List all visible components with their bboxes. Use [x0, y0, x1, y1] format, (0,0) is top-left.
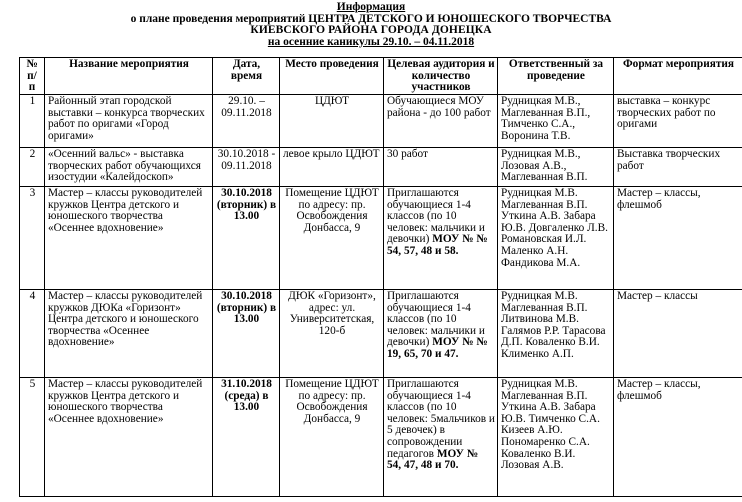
row-format: Мастер – классы, флешмоб: [614, 187, 742, 290]
table-row: [20, 187, 742, 290]
row-format: Выставка творческих работ: [614, 148, 742, 187]
row-num: 3: [20, 187, 45, 290]
row-date: 29.10. – 09.11.2018: [213, 95, 280, 148]
row-audience: 30 работ: [384, 148, 498, 187]
document-district: КИЕВСКОГО РАЙОНА ГОРОДА ДОНЕЦКА: [250, 24, 492, 36]
row-format: Мастер – классы, флешмоб: [614, 378, 742, 497]
row-name: Мастер – классы руководителей кружков ДЮКа «Горизонт» Центра детского и юношеского творчества «Осеннее вдохновение»: [45, 290, 213, 378]
header-num: № п/п: [20, 58, 45, 95]
events-table: [19, 57, 742, 497]
row-date: 30.10.2018 - 09.11.2018: [213, 148, 280, 187]
row-format: выставка – конкурс творческих работ по оригами: [614, 95, 742, 148]
row-audience: Обучающиеся МОУ района - до 100 работ: [384, 95, 498, 148]
row-place: ЦДЮТ: [280, 95, 384, 148]
row-format: Мастер – классы: [614, 290, 742, 378]
document-period: на осенние каникулы 29.10. – 04.11.2018: [267, 35, 475, 48]
row-responsible: Рудницкая М.В. Маглеванная В.П. Уткина А.В. Забара Ю.В. Довгаленко Л.В. Романовская И.Л. Маленко А.Н. Фандикова М.А.: [498, 187, 614, 290]
table-row: [20, 378, 742, 497]
row-date: 31.10.2018 (среда) в 13.00: [213, 378, 280, 497]
row-audience: [384, 187, 498, 290]
row-responsible: Рудницкая М.В., Лозовая А.В., Маглеванная В.П.: [498, 148, 614, 187]
row-responsible: Рудницкая М.В. Маглеванная В.П. Литвинова М.В. Галямов Р.Р. Тарасова Д.П. Коваленко В.И. Клименко А.П.: [498, 290, 614, 378]
row-date: 30.10.2018 (вторник) в 13.00: [213, 290, 280, 378]
row-audience: [384, 290, 498, 378]
header-audience: Целевая аудитория и количество участников: [384, 58, 498, 95]
table-header-row: [20, 58, 742, 95]
audience-text: Приглашаются обучающиеся 1-4 классов (по 10 человек: мальчики и девочки): [387, 187, 485, 246]
row-place: ДЮК «Горизонт», адрес: ул. Университетская, 120-б: [280, 290, 384, 378]
row-place: Помещение ЦДЮТ по адресу: пр. Освобождения Донбасса, 9: [280, 378, 384, 497]
row-num: 2: [20, 148, 45, 187]
table-row: [20, 148, 742, 187]
header-place: Место проведения: [280, 58, 384, 95]
row-name: Районный этап городской выставки – конкурса творческих работ по оригами «Город оригами»: [45, 95, 213, 148]
header-name: Название мероприятия: [45, 58, 213, 95]
document-header: [0, 2, 742, 48]
header-format: Формат мероприятия: [614, 58, 742, 95]
table-row: [20, 95, 742, 148]
audience-schools: МОУ № № 19, 65, 70 и 47.: [387, 336, 488, 360]
header-date: Дата, время: [213, 58, 280, 95]
table-row: [20, 290, 742, 378]
row-audience: [384, 378, 498, 497]
row-num: 1: [20, 95, 45, 148]
header-responsible: Ответственный за проведение: [498, 58, 614, 95]
row-name: Мастер – классы руководителей кружков Центра детского и юношеского творчества «Осеннее вдохновение»: [45, 187, 213, 290]
row-place: левое крыло ЦДЮТ: [280, 148, 384, 187]
audience-schools: МОУ № № 54, 57, 48 и 58.: [387, 233, 488, 257]
document-title: Информация: [336, 1, 406, 13]
row-num: 4: [20, 290, 45, 378]
audience-text: Приглашаются обучающиеся 1-4 классов (по 10 человек: мальчики и девочки): [387, 290, 485, 349]
row-place: Помещение ЦДЮТ по адресу: пр. Освобождения Донбасса, 9: [280, 187, 384, 290]
audience-text: Приглашаются обучающиеся 1-4 классов (по 10 человек: 5мальчиков и 5 девочек) в сопровождении педагогов: [387, 378, 495, 460]
row-responsible: Рудницкая М.В. Маглеванная В.П. Уткина А.В. Забара Ю.В. Тимченко С.А. Кизеев А.Ю. Пономаренко С.А. Коваленко В.И. Лозовая А.В.: [498, 378, 614, 497]
row-name: Мастер – классы руководителей кружков Центра детского и юношеского творчества «Осеннее вдохновение»: [45, 378, 213, 497]
audience-schools: МОУ № 54, 47, 48 и 70.: [387, 447, 479, 472]
row-num: 5: [20, 378, 45, 497]
row-name: «Осенний вальс» - выставка творческих работ обучающихся изостудии «Калейдоскоп»: [45, 148, 213, 187]
row-date: 30.10.2018 (вторник) в 13.00: [213, 187, 280, 290]
row-responsible: Рудницкая М.В., Маглеванная В.П., Тимченко С.А., Воронина Т.В.: [498, 95, 614, 148]
document-subtitle: о плане проведения мероприятий ЦЕНТРА ДЕТСКОГО И ЮНОШЕСКОГО ТВОРЧЕСТВА: [130, 12, 612, 25]
